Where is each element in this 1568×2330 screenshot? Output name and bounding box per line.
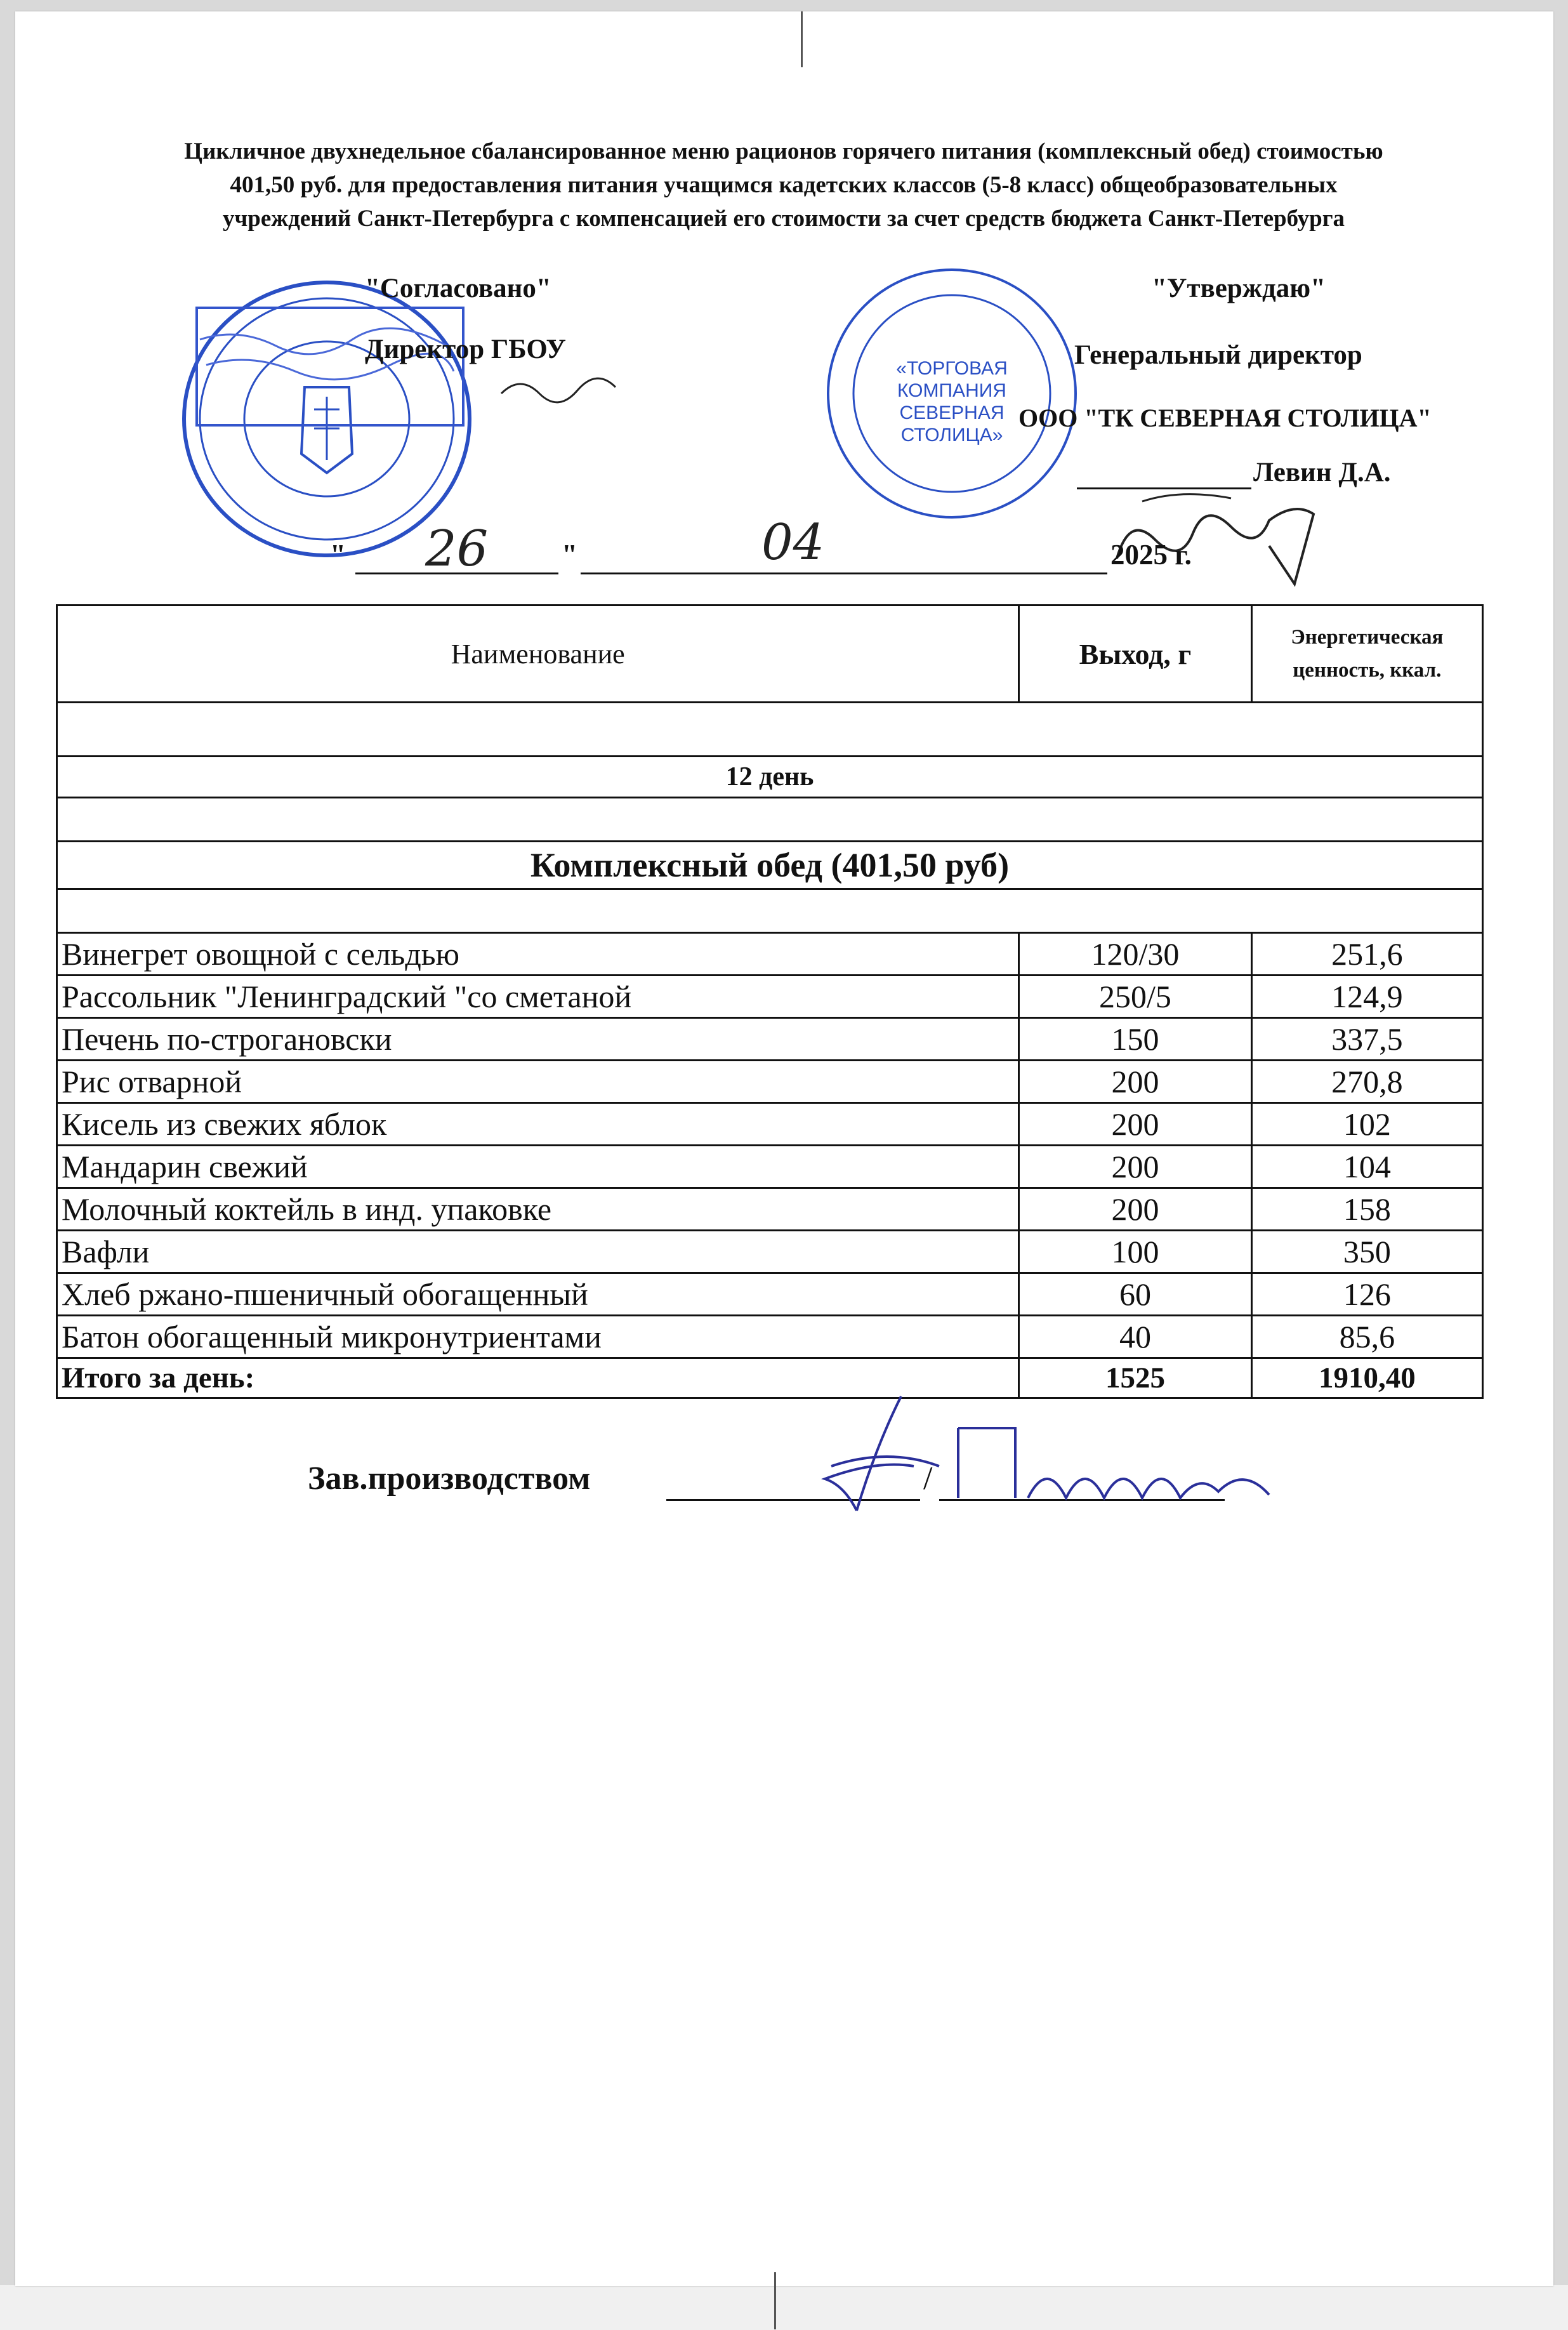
item-energy: 350 — [1251, 1231, 1482, 1273]
document-title — [70, 135, 1498, 235]
item-name: Вафли — [57, 1231, 1019, 1273]
item-output: 250/5 — [1019, 976, 1251, 1018]
item-energy: 102 — [1251, 1103, 1482, 1146]
svg-text:СЕВЕРНАЯ: СЕВЕРНАЯ — [899, 402, 1005, 423]
table-row — [57, 976, 1483, 1018]
fold-mark-bottom — [774, 2272, 776, 2329]
date-open-quote: " — [330, 539, 346, 571]
header-energy-line1: Энергетическая — [1291, 626, 1444, 649]
item-energy: 126 — [1251, 1273, 1482, 1316]
item-name: Кисель из свежих яблок — [57, 1103, 1019, 1146]
production-manager-signature — [749, 1371, 1307, 1552]
item-output: 100 — [1019, 1231, 1251, 1273]
blank-row — [57, 798, 1483, 842]
item-output: 200 — [1019, 1061, 1251, 1103]
item-name: Хлеб ржано-пшеничный обогащенный — [57, 1273, 1019, 1316]
item-output: 40 — [1019, 1316, 1251, 1358]
table-row — [57, 1146, 1483, 1188]
blank-row — [57, 703, 1483, 757]
table-row — [57, 1273, 1483, 1316]
total-energy: 1910,40 — [1251, 1358, 1482, 1398]
item-output: 200 — [1019, 1103, 1251, 1146]
date-year: 2025 г. — [1110, 539, 1192, 571]
director-signature — [1104, 463, 1333, 593]
fold-mark-top — [801, 11, 803, 67]
table-row — [57, 1103, 1483, 1146]
item-energy: 337,5 — [1251, 1018, 1482, 1061]
item-name: Рис отварной — [57, 1061, 1019, 1103]
blank-row — [57, 889, 1483, 933]
approval-left-agreed: "Согласовано" — [365, 274, 551, 303]
school-director-signature — [495, 368, 622, 416]
title-line-1: Цикличное двухнедельное сбалансированное меню рационов горячего питания (комплексный обед) стоимостью — [184, 138, 1383, 164]
day-label: 12 день — [57, 757, 1483, 798]
item-output: 150 — [1019, 1018, 1251, 1061]
date-day-handwritten: 26 — [425, 520, 489, 578]
date-close-quote: " — [562, 539, 577, 571]
lunch-label: Комплексный обед (401,50 руб) — [57, 842, 1483, 889]
item-energy: 85,6 — [1251, 1316, 1482, 1358]
table-row — [57, 1188, 1483, 1231]
footer-slash: / — [923, 1460, 933, 1497]
item-energy: 251,6 — [1251, 933, 1482, 976]
item-name: Мандарин свежий — [57, 1146, 1019, 1188]
svg-text:«ТОРГОВАЯ: «ТОРГОВАЯ — [896, 358, 1008, 379]
title-line-2: 401,50 руб. для предоставления питания учащимся кадетских классов (5-8 класс) общеобразовательных — [230, 172, 1338, 198]
title-line-3: учреждений Санкт-Петербурга с компенсацией его стоимости за счет средств бюджета Санкт-Петербурга — [222, 206, 1345, 232]
item-output: 60 — [1019, 1273, 1251, 1316]
table-row — [57, 1316, 1483, 1358]
table-row — [57, 1231, 1483, 1273]
item-output: 200 — [1019, 1146, 1251, 1188]
header-energy-line2: ценность, ккал. — [1293, 659, 1442, 682]
approval-right-name: Левин Д.А. — [1253, 458, 1391, 487]
item-output: 120/30 — [1019, 933, 1251, 976]
header-name: Наименование — [57, 606, 1019, 703]
approval-left-position: Директор ГБОУ — [365, 334, 566, 364]
item-name: Печень по-строгановски — [57, 1018, 1019, 1061]
item-name: Рассольник "Ленинградский "со сметаной — [57, 976, 1019, 1018]
item-name: Батон обогащенный микронутриентами — [57, 1316, 1019, 1358]
lunch-row — [57, 842, 1483, 889]
approval-right-company: ООО "ТК СЕВЕРНАЯ СТОЛИЦА" — [1018, 404, 1432, 432]
item-energy: 270,8 — [1251, 1061, 1482, 1103]
table-row — [57, 1061, 1483, 1103]
date-month-handwritten: 04 — [761, 514, 825, 571]
table-row — [57, 1018, 1483, 1061]
item-energy: 124,9 — [1251, 976, 1482, 1018]
total-output: 1525 — [1019, 1358, 1251, 1398]
table-row — [57, 933, 1483, 976]
production-manager-label: Зав.производством — [308, 1460, 591, 1497]
approval-right-approve: "Утверждаю" — [1152, 274, 1326, 303]
svg-text:КОМПАНИЯ: КОМПАНИЯ — [897, 380, 1006, 401]
item-name: Молочный коктейль в инд. упаковке — [57, 1188, 1019, 1231]
menu-table — [56, 604, 1484, 1399]
svg-text:СТОЛИЦА»: СТОЛИЦА» — [900, 425, 1003, 446]
day-row — [57, 757, 1483, 798]
item-output: 200 — [1019, 1188, 1251, 1231]
item-name: Винегрет овощной с сельдью — [57, 933, 1019, 976]
approval-right-position: Генеральный директор — [1074, 340, 1362, 370]
scanner-bottom-strip — [0, 2285, 1568, 2330]
date-month-underline — [581, 573, 1107, 574]
item-energy: 158 — [1251, 1188, 1482, 1231]
total-label: Итого за день: — [57, 1358, 1019, 1398]
company-stamp — [819, 260, 1085, 527]
table-header-row — [57, 606, 1483, 703]
item-energy: 104 — [1251, 1146, 1482, 1188]
header-energy — [1251, 606, 1482, 703]
header-output: Выход, г — [1019, 606, 1251, 703]
